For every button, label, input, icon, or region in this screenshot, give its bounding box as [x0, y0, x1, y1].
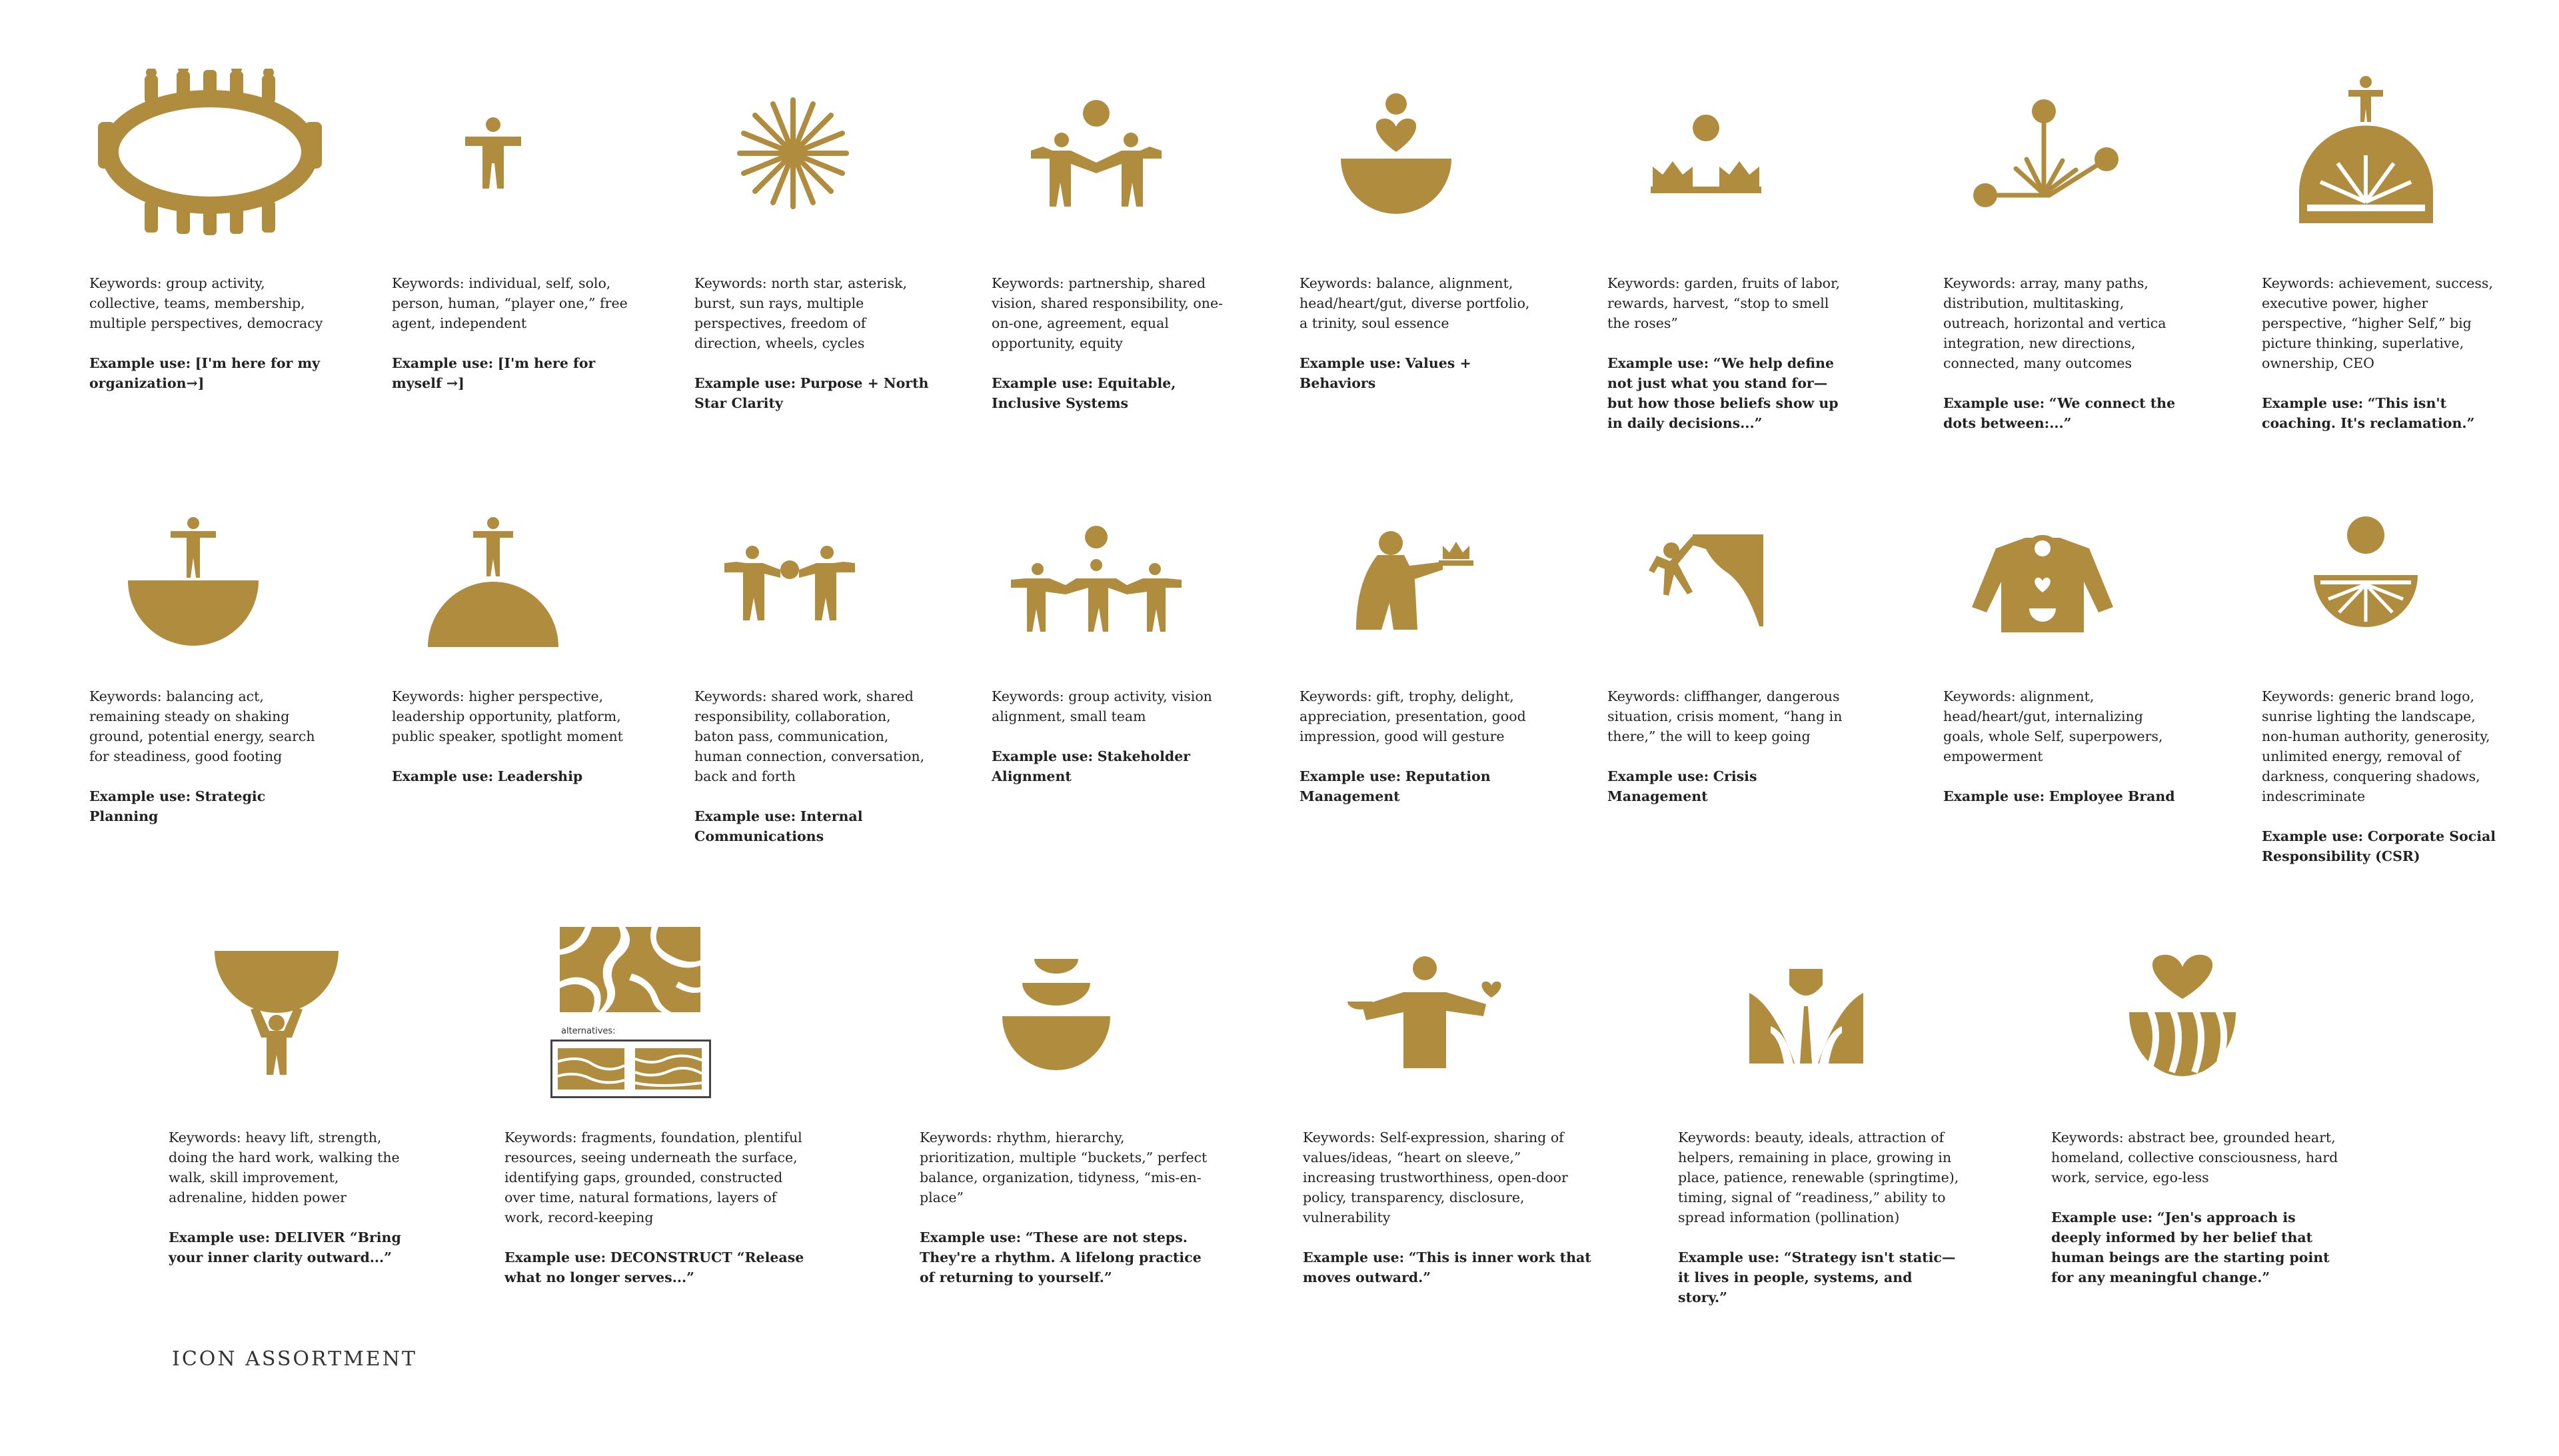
keywords-text: Keywords: gift, trophy, delight, appreciation, presentation, good impression, good will gesture: [1299, 688, 1526, 744]
example-text: Corporate Social Responsibility (CSR): [2262, 828, 2496, 864]
example-label: Example use:: [992, 375, 1094, 391]
example-text: “These are not steps. They're a rhythm. A lifelong practice of returning to yourself.”: [920, 1229, 1202, 1285]
example-label: Example use:: [2262, 395, 2364, 411]
keywords-text: Keywords: balancing act, remaining steady on shaking ground, potential energy, search for steadiness, good footing: [89, 688, 315, 764]
heart-sweater-icon: [1966, 526, 2119, 636]
example-label: Example use:: [89, 355, 191, 371]
icon-description: [1943, 686, 2183, 806]
alternatives-box: [550, 1040, 711, 1098]
example-text: DECONSTRUCT “Release what no longer serves...”: [504, 1249, 804, 1285]
icon-description: [992, 686, 1232, 786]
example-text: Stakeholder Alignment: [992, 748, 1191, 784]
keywords-text: Keywords: generic brand logo, sunrise lighting the landscape, non-human authority, generosity, unlimited energy, removal of darkness, conquering shadows, indescriminate: [2262, 688, 2490, 804]
icon-description: [1607, 273, 1847, 433]
icon-description: [504, 1127, 811, 1287]
keywords-text: Keywords: group activity, vision alignment, small team: [992, 688, 1212, 724]
example-label: Example use:: [392, 768, 494, 784]
example-text: Reputation Management: [1299, 768, 1491, 804]
example-text: Employee Brand: [2049, 788, 2175, 804]
icon-description: [920, 1127, 1213, 1287]
heart-on-sleeve-icon: [1343, 953, 1509, 1073]
icon-description: [694, 686, 934, 846]
icon-description: [694, 273, 934, 413]
north-star-icon: [733, 93, 853, 213]
small-team-icon: [1006, 523, 1186, 636]
icon-description: [1299, 273, 1539, 393]
icon-description: [89, 686, 329, 826]
icon-description: [89, 273, 329, 393]
keywords-text: Keywords: balance, alignment, head/heart/gut, diverse portfolio, a trinity, soul essence: [1299, 275, 1530, 331]
partnership-icon: [1026, 97, 1166, 210]
example-text: “Strategy isn't static—it lives in people, systems, and story.”: [1678, 1249, 1956, 1305]
keywords-text: Keywords: rhythm, hierarchy, prioritization, multiple “buckets,” perfect balance, organization, tidyness, “mis-en-place”: [920, 1129, 1208, 1205]
alternatives-label: alternatives:: [561, 1026, 616, 1036]
icon-description: [2262, 686, 2502, 866]
example-text: “We connect the dots between:...”: [1943, 395, 2176, 431]
example-text: Strategic Planning: [89, 788, 266, 824]
keywords-text: Keywords: achievement, success, executive power, higher perspective, “higher Self,” big picture thinking, superlative, ownership, CEO: [2262, 275, 2493, 371]
icon-description: [1943, 273, 2183, 433]
example-label: Example use:: [89, 788, 191, 804]
example-label: Example use:: [992, 748, 1094, 764]
example-label: Example use:: [1678, 1249, 1780, 1265]
example-label: Example use:: [2262, 828, 2364, 844]
gift-presenter-icon: [1339, 526, 1479, 633]
icon-description: [392, 273, 632, 393]
icon-description: [1607, 686, 1847, 806]
example-label: Example use:: [694, 808, 796, 824]
keywords-text: Keywords: beauty, ideals, attraction of helpers, remaining in place, growing in place, patience, renewable (springtime), timing, signal of “readiness,” ability to spread information (pollination): [1678, 1129, 1959, 1225]
example-label: Example use:: [1303, 1249, 1405, 1265]
alternatives-patterns-icon: [552, 1042, 709, 1096]
icon-description: [1303, 1127, 1596, 1287]
single-person-icon: [453, 113, 533, 193]
connected-dots-icon: [1966, 93, 2126, 213]
garden-icon: [1646, 107, 1766, 200]
example-text: DELIVER “Bring your inner clarity outward...”: [169, 1229, 401, 1265]
summit-sunrise-icon: [2292, 73, 2439, 230]
example-label: Example use:: [1299, 768, 1401, 784]
stacked-bowls-icon: [996, 953, 1116, 1073]
keywords-text: Keywords: array, many paths, distribution, multitasking, outreach, horizontal and vertica integration, new directions, connected, many outcomes: [1943, 275, 2166, 371]
example-label: Example use:: [1607, 768, 1709, 784]
example-label: Example use:: [694, 375, 796, 391]
example-text: “We help define not just what you stand for—but how those beliefs show up in daily decisions...”: [1607, 355, 1839, 431]
icon-description: [392, 686, 632, 786]
keywords-text: Keywords: higher perspective, leadership opportunity, platform, public speaker, spotlight moment: [392, 688, 623, 744]
example-label: Example use:: [1943, 395, 2045, 411]
icon-description: [2262, 273, 2502, 433]
icon-description: [2051, 1127, 2344, 1287]
example-label: Example use:: [1299, 355, 1401, 371]
keywords-text: Keywords: fragments, foundation, plentiful resources, seeing underneath the surface, identifying gaps, grounded, constructed over time, natural formations, layers of work, record-keeping: [504, 1129, 802, 1225]
example-label: Example use:: [1607, 355, 1709, 371]
keywords-text: Keywords: group activity, collective, teams, membership, multiple perspectives, democracy: [89, 275, 323, 331]
example-text: [I'm here for my organization→]: [89, 355, 321, 391]
example-label: Example use:: [169, 1229, 271, 1245]
keywords-text: Keywords: partnership, shared vision, shared responsibility, one-on-one, agreement, equal opportunity, equity: [992, 275, 1224, 351]
keywords-text: Keywords: north star, asterisk, burst, sun rays, multiple perspectives, freedom of direction, wheels, cycles: [694, 275, 908, 351]
fragments-icon: [556, 923, 703, 1016]
example-label: Example use:: [504, 1249, 606, 1265]
cliffhanger-icon: [1639, 530, 1773, 630]
person-on-hill-icon: [420, 513, 566, 653]
example-text: Internal Communications: [694, 808, 863, 844]
example-label: Example use:: [2051, 1209, 2153, 1225]
heavy-lift-icon: [210, 946, 343, 1080]
example-text: Crisis Management: [1607, 768, 1757, 804]
baton-pass-icon: [720, 540, 860, 626]
heart-bowl-icon: [1333, 90, 1459, 217]
example-text: “Jen's approach is deeply informed by her belief that human beings are the starting point for any meaningful change.”: [2051, 1209, 2330, 1285]
example-text: Values + Behaviors: [1299, 355, 1471, 391]
blooming-plant-icon: [1743, 963, 1869, 1070]
icon-description: [992, 273, 1232, 413]
icon-description: [1678, 1127, 1965, 1307]
keywords-text: Keywords: Self-expression, sharing of values/ideas, “heart on sleeve,” increasing trustworthiness, open-door policy, transparency, disclosure, vulnerability: [1303, 1129, 1568, 1225]
sunrise-bowl-icon: [2292, 513, 2439, 650]
page-title: ICON ASSORTMENT: [172, 1347, 417, 1371]
keywords-text: Keywords: garden, fruits of labor, rewards, harvest, “stop to smell the roses”: [1607, 275, 1841, 331]
keywords-text: Keywords: abstract bee, grounded heart, homeland, collective consciousness, hard work, service, ego-less: [2051, 1129, 2338, 1185]
example-text: “This is inner work that moves outward.”: [1303, 1249, 1591, 1285]
keywords-text: Keywords: shared work, shared responsibility, collaboration, baton pass, communication, human connection, conversation, back and forth: [694, 688, 925, 784]
example-text: Purpose + North Star Clarity: [694, 375, 929, 411]
abstract-bee-heart-icon: [2116, 946, 2249, 1080]
balancing-person-icon: [120, 513, 267, 653]
icon-description: [169, 1127, 409, 1267]
example-text: “This isn't coaching. It's reclamation.”: [2262, 395, 2475, 431]
example-text: Leadership: [497, 768, 583, 784]
keywords-text: Keywords: cliffhanger, dangerous situation, crisis moment, “hang in there,” the will to keep going: [1607, 688, 1843, 744]
keywords-text: Keywords: heavy lift, strength, doing the hard work, walking the walk, skill improvement, adrenaline, hidden power: [169, 1129, 400, 1205]
example-text: [I'm here for myself →]: [392, 355, 596, 391]
keywords-text: Keywords: alignment, head/heart/gut, internalizing goals, whole Self, superpowers, empowerment: [1943, 688, 2163, 764]
circle-of-people-icon: [93, 67, 327, 237]
example-label: Example use:: [920, 1229, 1022, 1245]
example-label: Example use:: [1943, 788, 2045, 804]
keywords-text: Keywords: individual, self, solo, person, human, “player one,” free agent, independent: [392, 275, 628, 331]
example-text: Equitable, Inclusive Systems: [992, 375, 1176, 411]
icon-description: [1299, 686, 1539, 806]
example-label: Example use:: [392, 355, 494, 371]
